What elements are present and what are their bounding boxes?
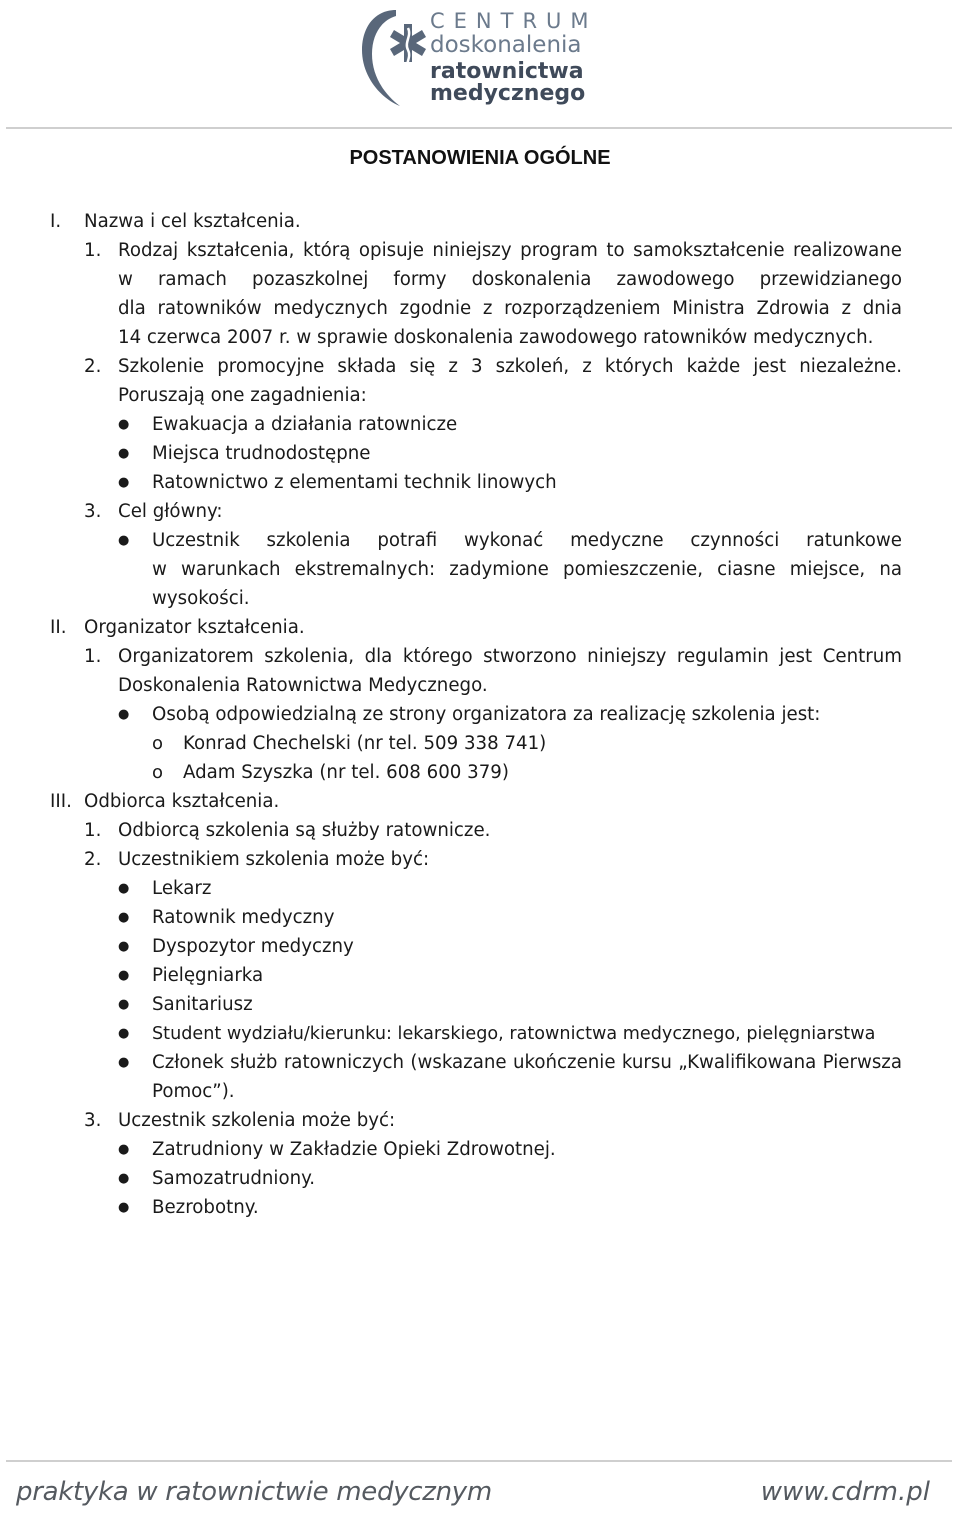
list-item: Lekarz [152, 878, 212, 899]
star-of-life-icon [360, 6, 432, 110]
paragraph-line: dla ratowników medycznych zgodnie z rozporządzeniem Ministra Zdrowia z dnia [118, 298, 902, 319]
list-item: Miejsca trudnodostępne [152, 443, 371, 464]
logo-text-doskonalenia: doskonalenia [430, 32, 582, 58]
section-number: II. [50, 617, 67, 638]
footer-tagline: praktyka w ratownictwie medycznym [16, 1477, 492, 1507]
bullet-icon: ● [118, 910, 130, 925]
list-item: Osobą odpowiedzialną ze strony organizatora za realizację szkolenia jest: [152, 704, 821, 725]
list-item: Ratownik medyczny [152, 907, 335, 928]
paragraph-line: Uczestnikiem szkolenia może być: [118, 849, 430, 870]
sub-bullet-marker: o [152, 733, 164, 754]
paragraph-line: Szkolenie promocyjne składa się z 3 szkoleń, z których każde jest niezależne. [118, 356, 902, 377]
header-divider [6, 127, 952, 129]
item-number: 1. [84, 820, 102, 841]
contact-item: Konrad Chechelski (nr tel. 509 338 741) [183, 733, 547, 754]
bullet-icon: ● [118, 533, 130, 548]
list-item: Student wydziału/kierunku: lekarskiego, ratownictwa medycznego, pielęgniarstwa [152, 1024, 876, 1044]
item-number: 2. [84, 356, 102, 377]
section-heading: Odbiorca kształcenia. [84, 791, 280, 812]
cdrm-logo [360, 6, 600, 110]
logo-text-medycznego: medycznego [430, 81, 586, 106]
list-item: Uczestnik szkolenia potrafi wykonać medyczne czynności ratunkowe [152, 530, 902, 551]
section-heading: Organizator kształcenia. [84, 617, 305, 638]
bullet-icon: ● [118, 1171, 130, 1186]
paragraph-line: Poruszają one zagadnienia: [118, 385, 367, 406]
paragraph-line: w ramach pozaszkolnej formy doskonalenia zawodowego przewidzianego [118, 269, 902, 290]
bullet-icon: ● [118, 1200, 130, 1215]
list-item: Zatrudniony w Zakładzie Opieki Zdrowotnej. [152, 1139, 556, 1160]
list-item: w warunkach ekstremalnych: zadymione pomieszczenie, ciasne miejsce, na [152, 559, 902, 580]
bullet-icon: ● [118, 1142, 130, 1157]
item-number: 1. [84, 646, 102, 667]
bullet-icon: ● [118, 707, 130, 722]
list-item: Bezrobotny. [152, 1197, 259, 1218]
bullet-icon: ● [118, 475, 130, 490]
list-item: Sanitariusz [152, 994, 253, 1015]
list-item: Pomoc”). [152, 1081, 235, 1102]
list-item: wysokości. [152, 588, 250, 609]
section-number: I. [50, 211, 62, 232]
section-heading: Nazwa i cel kształcenia. [84, 211, 301, 232]
bullet-icon: ● [118, 1026, 130, 1041]
paragraph-line: Doskonalenia Ratownictwa Medycznego. [118, 675, 488, 696]
paragraph-line: Rodzaj kształcenia, którą opisuje niniejszy program to samokształcenie realizowane [118, 240, 902, 261]
bullet-icon: ● [118, 997, 130, 1012]
list-item: Członek służb ratowniczych (wskazane ukończenie kursu „Kwalifikowana Pierwsza [152, 1052, 902, 1073]
bullet-icon: ● [118, 1055, 130, 1070]
list-item: Dyspozytor medyczny [152, 936, 354, 957]
page-title: POSTANOWIENIA OGÓLNE [349, 147, 611, 169]
bullet-icon: ● [118, 881, 130, 896]
paragraph-line: 14 czerwca 2007 r. w sprawie doskonalenia zawodowego ratowników medycznych. [118, 327, 874, 348]
list-item: Pielęgniarka [152, 965, 264, 986]
bullet-icon: ● [118, 968, 130, 983]
paragraph-line: Uczestnik szkolenia może być: [118, 1110, 396, 1131]
list-item: Ewakuacja a działania ratownicze [152, 414, 458, 435]
paragraph-line: Odbiorcą szkolenia są służby ratownicze. [118, 820, 491, 841]
section-number: III. [50, 791, 72, 812]
footer-website-link[interactable]: www.cdrm.pl [760, 1477, 930, 1507]
contact-item: Adam Szyszka (nr tel. 608 600 379) [183, 762, 509, 783]
list-item: Samozatrudniony. [152, 1168, 316, 1189]
paragraph-line: Organizatorem szkolenia, dla którego stworzono niniejszy regulamin jest Centrum [118, 646, 902, 667]
item-number: 3. [84, 501, 102, 522]
logo-text-centrum: CENTRUM [430, 9, 598, 33]
bullet-icon: ● [118, 939, 130, 954]
list-item: Ratownictwo z elementami technik linowych [152, 472, 557, 493]
item-number: 1. [84, 240, 102, 261]
bullet-icon: ● [118, 417, 130, 432]
sub-bullet-marker: o [152, 762, 164, 783]
item-number: 2. [84, 849, 102, 870]
logo-text-ratownictwa: ratownictwa [430, 59, 584, 84]
footer-divider [6, 1460, 952, 1462]
item-number: 3. [84, 1110, 102, 1131]
bullet-icon: ● [118, 446, 130, 461]
paragraph-line: Cel główny: [118, 501, 223, 522]
